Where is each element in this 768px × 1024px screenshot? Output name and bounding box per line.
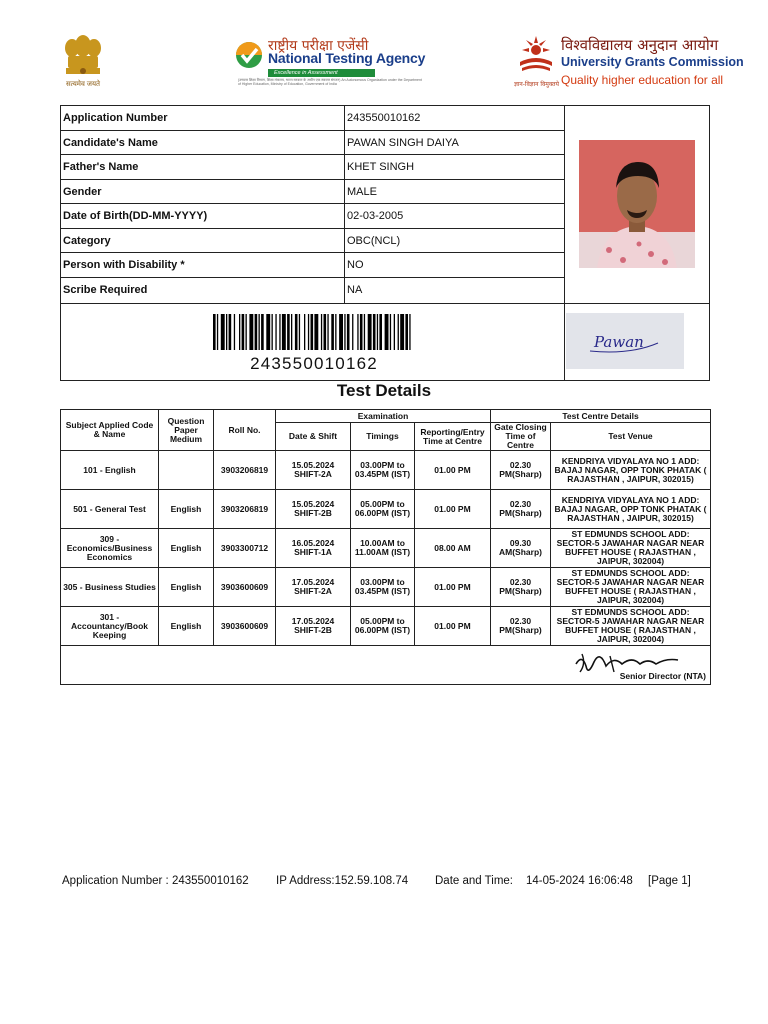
cell-medium (159, 451, 214, 490)
signature-cell (61, 646, 711, 685)
nta-english-name: National Testing Agency (268, 50, 426, 66)
cell-subject: 309 - Economics/Business Economics (61, 529, 159, 568)
cell-reporting: 01.00 PM (415, 490, 491, 529)
cell-gate: 02.30 PM(Sharp) (491, 607, 551, 646)
cell-timings: 05.00PM to 06.00PM (IST) (351, 490, 415, 529)
nta-hindi-name: राष्ट्रीय परीक्षा एजेंसी (268, 38, 369, 54)
row-label: Candidate's Name (63, 136, 158, 149)
cell-date: 17.05.2024 SHIFT-2B (276, 607, 351, 646)
row-value: NA (347, 283, 363, 296)
cell-medium: English (159, 568, 214, 607)
header-roll: Roll No. (214, 410, 276, 451)
cell-roll: 3903600609 (214, 607, 276, 646)
cell-timings: 10.00AM to 11.00AM (IST) (351, 529, 415, 568)
cell-venue: KENDRIYA VIDYALAYA NO 1 ADD: BAJAJ NAGAR, OPP TONK PHATAK ( RAJASTHAN , JAIPUR, 302015) (551, 451, 711, 490)
emblem-caption: सत्यमेव जयते (65, 81, 101, 88)
row-label: Gender (63, 185, 102, 198)
nta-tagline: Excellence in Assessment (268, 69, 375, 77)
ugc-tagline: Quality higher education for all (561, 73, 724, 87)
row-label: Father's Name (63, 161, 139, 173)
test-row (61, 568, 711, 607)
candidate-signature (566, 313, 684, 369)
ugc-hindi-name: विश्वविद्यालय अनुदान आयोग (561, 36, 719, 54)
row-label: Application Number (63, 112, 168, 124)
row-label: Date of Birth(DD-MM-YYYY) (63, 210, 208, 222)
cell-roll: 3903600609 (214, 568, 276, 607)
row-label: Category (63, 234, 111, 247)
ugc-caption: ज्ञान-विज्ञान विमुक्तये (514, 81, 560, 88)
cell-reporting: 08.00 AM (415, 529, 491, 568)
cell-date: 16.05.2024 SHIFT-1A (276, 529, 351, 568)
footer-page-number: [Page 1] (648, 875, 691, 887)
cell-gate: 09.30 AM(Sharp) (491, 529, 551, 568)
cell-subject: 301 - Accountancy/Book Keeping (61, 607, 159, 646)
row-date-of-birth (61, 204, 565, 229)
row-value: PAWAN SINGH DAIYA (347, 136, 459, 149)
cell-reporting: 01.00 PM (415, 451, 491, 490)
footer-datetime: 14-05-2024 16:06:48 (526, 875, 633, 887)
header-examination: Examination (276, 410, 491, 423)
footer-ip-address: IP Address:152.59.108.74 (276, 875, 409, 887)
cell-gate: 02.30 PM(Sharp) (491, 451, 551, 490)
nta-subtext: (उच्चतर शिक्षा विभाग, शिक्षा मंत्रालय, भारत सरकार के अधीन एक स्वायत्त संगठन) An Autonomous Organization under the Department of Higher Education, Ministry of Education, Government of India (238, 78, 422, 86)
row-label: Scribe Required (63, 283, 148, 296)
row-label: Person with Disability * (63, 259, 185, 271)
test-row (61, 529, 711, 568)
candidate-details-table (60, 105, 710, 381)
test-row (61, 490, 711, 529)
row-value: 02-03-2005 (347, 210, 404, 222)
barcode-number: 243550010162 (250, 354, 378, 373)
footer-application-number: Application Number : 243550010162 (62, 875, 249, 887)
test-row (61, 451, 711, 490)
signature-row (61, 646, 711, 685)
header-centre: Test Centre Details (491, 410, 711, 423)
cell-venue: KENDRIYA VIDYALAYA NO 1 ADD: BAJAJ NAGAR, OPP TONK PHATAK ( RAJASTHAN , JAIPUR, 302015) (551, 490, 711, 529)
row-value: OBC(NCL) (347, 234, 401, 247)
header-medium: Question Paper Medium (159, 410, 214, 451)
cell-gate: 02.30 PM(Sharp) (491, 568, 551, 607)
test-details-table (60, 409, 711, 685)
row-disability (61, 253, 565, 278)
row-value: MALE (347, 185, 377, 198)
ugc-english-name: University Grants Commission (561, 55, 744, 69)
cell-roll: 3903300712 (214, 529, 276, 568)
cell-subject: 501 - General Test (61, 490, 159, 529)
cell-subject: 101 - English (61, 451, 159, 490)
test-details-title: Test Details (336, 381, 432, 400)
row-gender (61, 180, 565, 205)
row-value: 243550010162 (347, 112, 421, 124)
cell-medium: English (159, 607, 214, 646)
cell-roll: 3903206819 (214, 451, 276, 490)
row-divider (61, 303, 710, 304)
row-value: KHET SINGH (347, 161, 415, 173)
cell-timings: 05.00PM to 06.00PM (IST) (351, 607, 415, 646)
cell-gate: 02.30 PM(Sharp) (491, 490, 551, 529)
cell-venue: ST EDMUNDS SCHOOL ADD: SECTOR-5 JAWAHAR NAGAR NEAR BUFFET HOUSE ( RAJASTHAN , JAIPUR, 302004) (551, 529, 711, 568)
cell-reporting: 01.00 PM (415, 607, 491, 646)
header-date: Date & Shift (276, 423, 351, 451)
cell-venue: ST EDMUNDS SCHOOL ADD: SECTOR-5 JAWAHAR NAGAR NEAR BUFFET HOUSE ( RAJASTHAN , JAIPUR, 302004) (551, 568, 711, 607)
ugc-logo-icon (516, 34, 556, 80)
cell-medium: English (159, 490, 214, 529)
cell-medium: English (159, 529, 214, 568)
row-father-name (61, 155, 565, 180)
cell-roll: 3903206819 (214, 490, 276, 529)
cell-timings: 03.00PM to 03.45PM (IST) (351, 568, 415, 607)
row-value: NO (347, 259, 364, 271)
barcode (213, 314, 411, 350)
header-reporting: Reporting/Entry Time at Centre (415, 423, 491, 451)
header-gate: Gate Closing Time of Centre (491, 423, 551, 451)
row-scribe-required (61, 278, 565, 303)
row-category (61, 229, 565, 254)
header-subject: Subject Applied Code & Name (61, 410, 159, 451)
cell-timings: 03.00PM to 03.45PM (IST) (351, 451, 415, 490)
cell-subject: 305 - Business Studies (61, 568, 159, 607)
row-application-number (61, 106, 565, 131)
row-candidate-name (61, 131, 565, 156)
svg-text:Pawan: Pawan (594, 333, 644, 351)
candidate-photo (579, 140, 695, 268)
nta-logo-icon (234, 40, 264, 70)
cell-date: 15.05.2024 SHIFT-2A (276, 451, 351, 490)
cell-date: 15.05.2024 SHIFT-2B (276, 490, 351, 529)
footer-datetime-label: Date and Time: (435, 875, 513, 887)
director-label: Senior Director (NTA) (619, 671, 706, 681)
cell-date: 17.05.2024 SHIFT-2A (276, 568, 351, 607)
cell-reporting: 01.00 PM (415, 568, 491, 607)
header-venue: Test Venue (551, 423, 711, 451)
test-row (61, 607, 711, 646)
header-timings: Timings (351, 423, 415, 451)
cell-venue: ST EDMUNDS SCHOOL ADD: SECTOR-5 JAWAHAR NAGAR NEAR BUFFET HOUSE ( RAJASTHAN , JAIPUR, 302004) (551, 607, 711, 646)
